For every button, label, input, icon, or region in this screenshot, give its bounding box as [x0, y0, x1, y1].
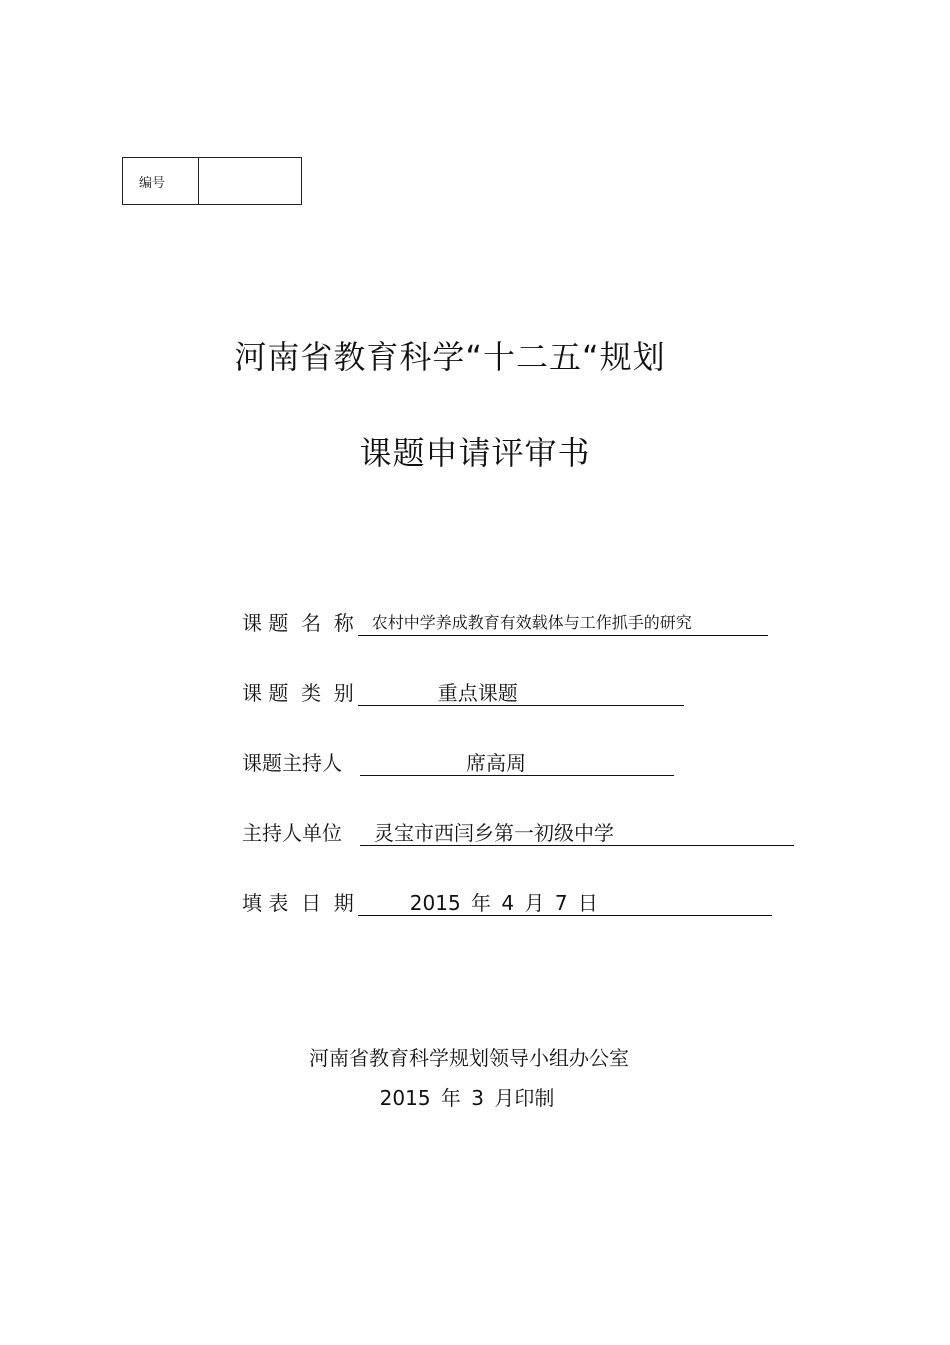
host-label: 课题主持人	[242, 751, 342, 775]
fill-date-line[interactable]	[358, 888, 772, 916]
field-topic-name	[242, 606, 768, 636]
topic-category-label: 课 题 类 别	[242, 681, 354, 705]
host-value: 席高周	[466, 751, 526, 775]
serial-number-label: 编号	[123, 158, 199, 204]
topic-name-label: 课 题 名 称	[242, 611, 354, 635]
field-host-unit	[242, 816, 794, 846]
fill-date-label: 填 表 日 期	[242, 891, 354, 915]
issuer-text: 河南省教育科学规划领导小组办公室	[309, 1046, 629, 1070]
host-unit-value: 灵宝市西闫乡第一初级中学	[374, 821, 614, 845]
topic-name-line[interactable]	[358, 608, 768, 636]
print-date-text: 2015 年 3 月印制	[379, 1086, 555, 1110]
topic-name-value: 农村中学养成教育有效载体与工作抓手的研究	[371, 613, 692, 632]
field-host	[242, 746, 674, 776]
host-unit-label: 主持人单位	[242, 821, 342, 845]
serial-number-box	[122, 157, 302, 205]
host-unit-line[interactable]	[360, 818, 794, 846]
fill-date-value: 2015 年 4 月 7 日	[409, 891, 598, 915]
serial-number-value[interactable]	[199, 158, 301, 204]
document-subtitle: 课题申请评审书	[359, 434, 591, 472]
field-topic-category	[242, 676, 684, 706]
topic-category-value: 重点课题	[437, 681, 518, 705]
topic-category-line[interactable]	[358, 678, 684, 706]
host-line[interactable]	[360, 748, 674, 776]
document-title: 河南省教育科学“十二五“规划	[234, 338, 666, 376]
field-fill-date	[242, 886, 772, 916]
